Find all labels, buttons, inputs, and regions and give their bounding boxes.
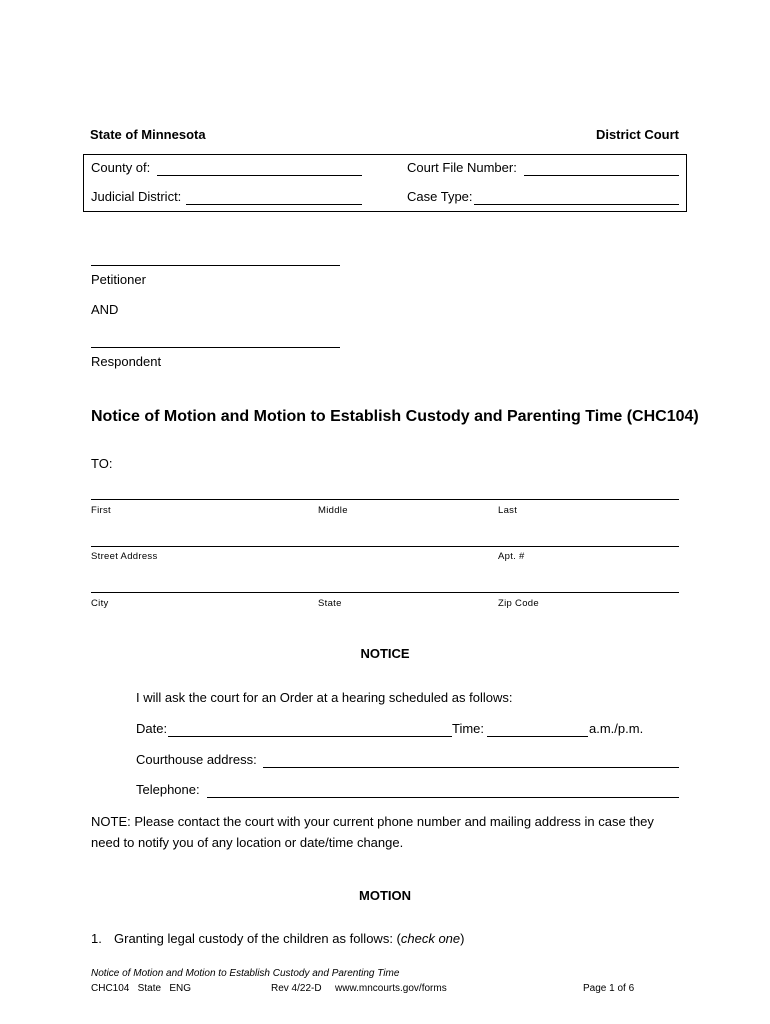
name-field[interactable] xyxy=(91,499,679,500)
court-file-number-label: Court File Number: xyxy=(407,160,517,175)
item-1-text xyxy=(114,931,464,946)
footer-revision: Rev 4/22-D xyxy=(271,983,322,994)
form-title: Notice of Motion and Motion to Establish Custody and Parenting Time (CHC104) xyxy=(91,408,699,425)
county-field[interactable] xyxy=(157,175,362,176)
notice-heading: NOTICE xyxy=(360,646,410,661)
apt-label: Apt. # xyxy=(498,551,525,562)
item-1-check-one: check one xyxy=(400,931,461,946)
city-state-zip-field[interactable] xyxy=(91,592,679,593)
item-1-close: ) xyxy=(460,931,465,946)
petitioner-label: Petitioner xyxy=(91,272,146,287)
telephone-field[interactable] xyxy=(207,797,679,798)
ampm-label: a.m./p.m. xyxy=(589,721,644,736)
notice-intro: I will ask the court for an Order at a hearing scheduled as follows: xyxy=(136,690,513,705)
city-label: City xyxy=(91,598,109,609)
street-address-label: Street Address xyxy=(91,551,158,562)
date-label: Date: xyxy=(136,721,168,736)
time-label: Time: xyxy=(452,721,485,736)
and-label: AND xyxy=(91,302,119,317)
item-1-number: 1. xyxy=(91,931,102,946)
petitioner-field[interactable] xyxy=(91,265,340,266)
last-label: Last xyxy=(498,505,518,516)
courthouse-address-label: Courthouse address: xyxy=(136,752,257,767)
courthouse-address-field[interactable] xyxy=(263,767,679,768)
zip-code-label: Zip Code xyxy=(498,598,539,609)
respondent-label: Respondent xyxy=(91,354,162,369)
item-1-label: Granting legal custody of the children as follows: ( xyxy=(114,931,401,946)
telephone-label: Telephone: xyxy=(136,782,200,797)
first-label: First xyxy=(91,505,111,516)
motion-heading: MOTION xyxy=(359,888,411,903)
time-field[interactable] xyxy=(487,736,588,737)
case-type-field[interactable] xyxy=(474,204,679,205)
footer-website[interactable]: www.mncourts.gov/forms xyxy=(335,983,447,994)
state-header: State of Minnesota xyxy=(90,127,206,142)
state-label: State xyxy=(318,598,342,609)
court-header: District Court xyxy=(595,127,679,142)
note-line-1: NOTE: Please contact the court with your current phone number and mailing address in case they xyxy=(91,814,654,829)
respondent-field[interactable] xyxy=(91,347,340,348)
court-file-number-field[interactable] xyxy=(524,175,679,176)
county-label: County of: xyxy=(91,160,151,175)
judicial-district-label: Judicial District: xyxy=(91,189,182,204)
to-label: TO: xyxy=(91,456,113,471)
footer-form-title: Notice of Motion and Motion to Establish Custody and Parenting Time xyxy=(91,968,400,979)
middle-label: Middle xyxy=(318,505,348,516)
footer-page-number: Page 1 of 6 xyxy=(583,983,635,994)
judicial-district-field[interactable] xyxy=(186,204,362,205)
case-type-label: Case Type: xyxy=(407,189,473,204)
footer-form-code: CHC104 State ENG xyxy=(91,983,192,994)
date-field[interactable] xyxy=(168,736,452,737)
note-line-2: need to notify you of any location or date/time change. xyxy=(91,835,404,850)
street-address-field[interactable] xyxy=(91,546,679,547)
